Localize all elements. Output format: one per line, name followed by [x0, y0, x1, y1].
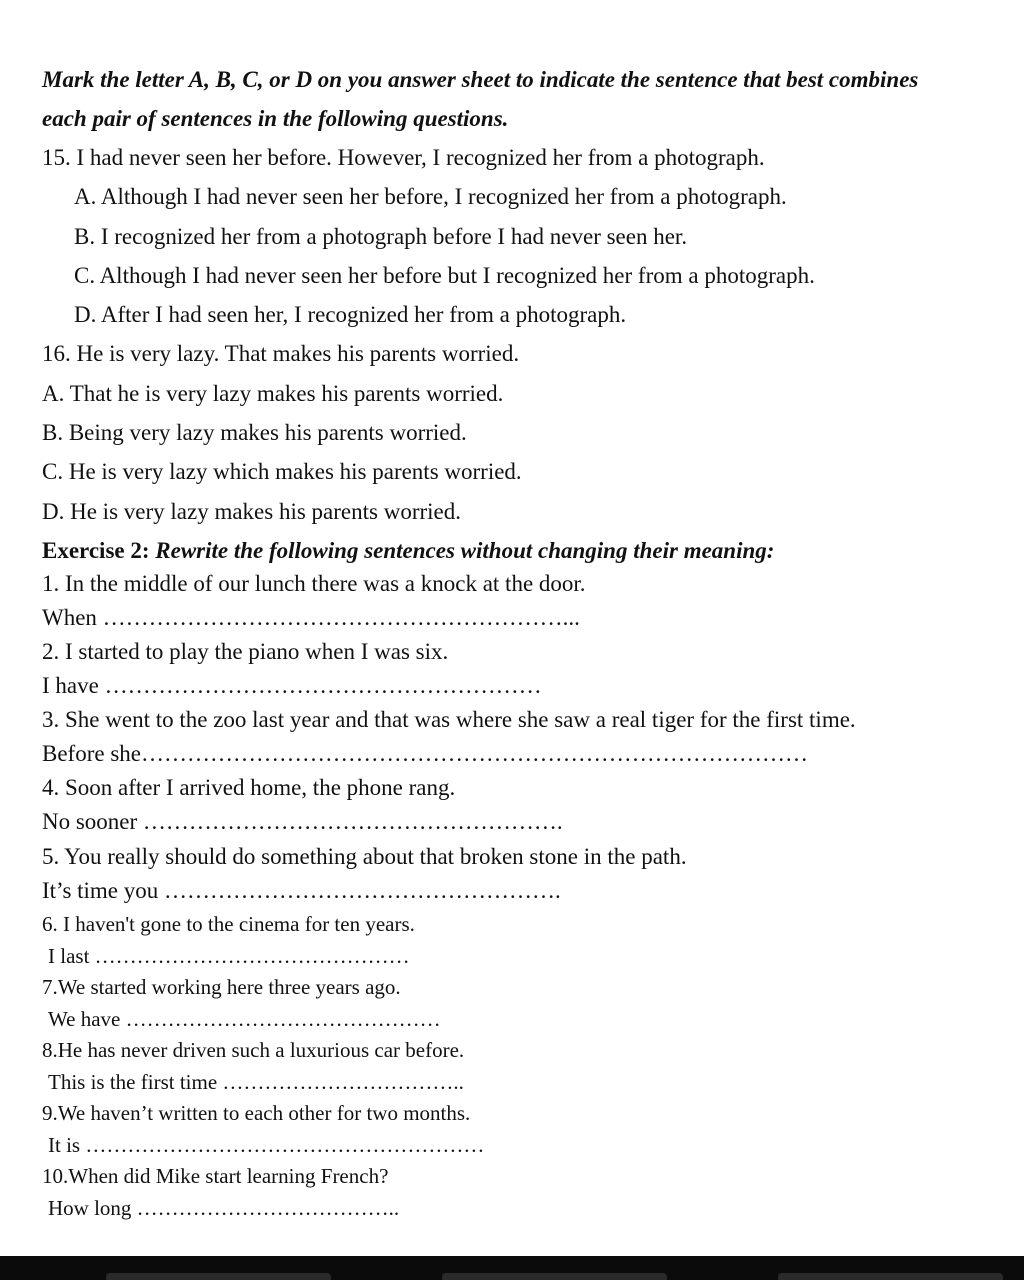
ex2-prompt-7: We have ……………………………………… [48, 1007, 441, 1031]
q16-option-a: A. That he is very lazy makes his parents worried. [42, 381, 504, 406]
ex2-sentence-5: 5. You really should do something about that broken stone in the path. [42, 844, 687, 869]
ex2-sentence-3: 3. She went to the zoo last year and that was where she saw a real tiger for the first time. [42, 707, 856, 732]
ex2-sentence-1: 1. In the middle of our lunch there was a knock at the door. [42, 571, 586, 596]
bottom-bar-tab-right[interactable] [778, 1273, 1003, 1280]
q15-option-b: B. I recognized her from a photograph before I had never seen her. [74, 224, 688, 249]
q15-option-d: D. After I had seen her, I recognized her from a photograph. [74, 302, 627, 327]
ex2-sentence-10: 10.When did Mike start learning French? [42, 1164, 389, 1188]
ex2-sentence-4: 4. Soon after I arrived home, the phone rang. [42, 775, 456, 800]
ex2-prompt-1: When ……………………………………………………... [42, 605, 580, 630]
ex2-sentence-7: 7.We started working here three years ago. [42, 975, 401, 999]
question-15: 15. I had never seen her before. However, I recognized her from a photograph. [42, 145, 765, 170]
ex2-prompt-3: Before she…………………………………………………………………………… [42, 741, 808, 766]
ex2-prompt-4: No sooner ………………………………………………. [42, 809, 563, 834]
ex2-sentence-2: 2. I started to play the piano when I was six. [42, 639, 449, 664]
exercise-2-label: Exercise 2: [42, 538, 150, 563]
ex2-prompt-8: This is the first time …………………………….. [48, 1070, 464, 1094]
ex2-sentence-9: 9.We haven’t written to each other for two months. [42, 1101, 471, 1125]
ex2-sentence-8: 8.He has never driven such a luxurious car before. [42, 1038, 465, 1062]
q16-option-d: D. He is very lazy makes his parents worried. [42, 499, 461, 524]
ex2-prompt-10: How long ……………………………….. [48, 1196, 400, 1220]
instructions-line-2: each pair of sentences in the following questions. [42, 106, 509, 131]
ex2-prompt-2: I have ………………………………………………… [42, 673, 542, 698]
ex2-prompt-5: It’s time you ……………………………………………. [42, 878, 561, 903]
exercise-2-title: Rewrite the following sentences without changing their meaning: [155, 538, 775, 563]
instructions-line-1: Mark the letter A, B, C, or D on you answer sheet to indicate the sentence that best combines [42, 67, 919, 92]
bottom-bar-tab-left[interactable] [106, 1273, 331, 1280]
q15-option-c: C. Although I had never seen her before but I recognized her from a photograph. [74, 263, 815, 288]
q15-option-a: A. Although I had never seen her before, I recognized her from a photograph. [74, 184, 787, 209]
exercise-2-heading [42, 539, 774, 562]
q16-option-c: C. He is very lazy which makes his parents worried. [42, 459, 522, 484]
question-16: 16. He is very lazy. That makes his parents worried. [42, 341, 520, 366]
ex2-prompt-9: It is ………………………………………………… [48, 1133, 485, 1157]
q16-option-b: B. Being very lazy makes his parents worried. [42, 420, 467, 445]
bottom-bar-tab-center[interactable] [442, 1273, 667, 1280]
ex2-prompt-6: I last ……………………………………… [48, 944, 410, 968]
ex2-sentence-6: 6. I haven't gone to the cinema for ten years. [42, 912, 415, 936]
